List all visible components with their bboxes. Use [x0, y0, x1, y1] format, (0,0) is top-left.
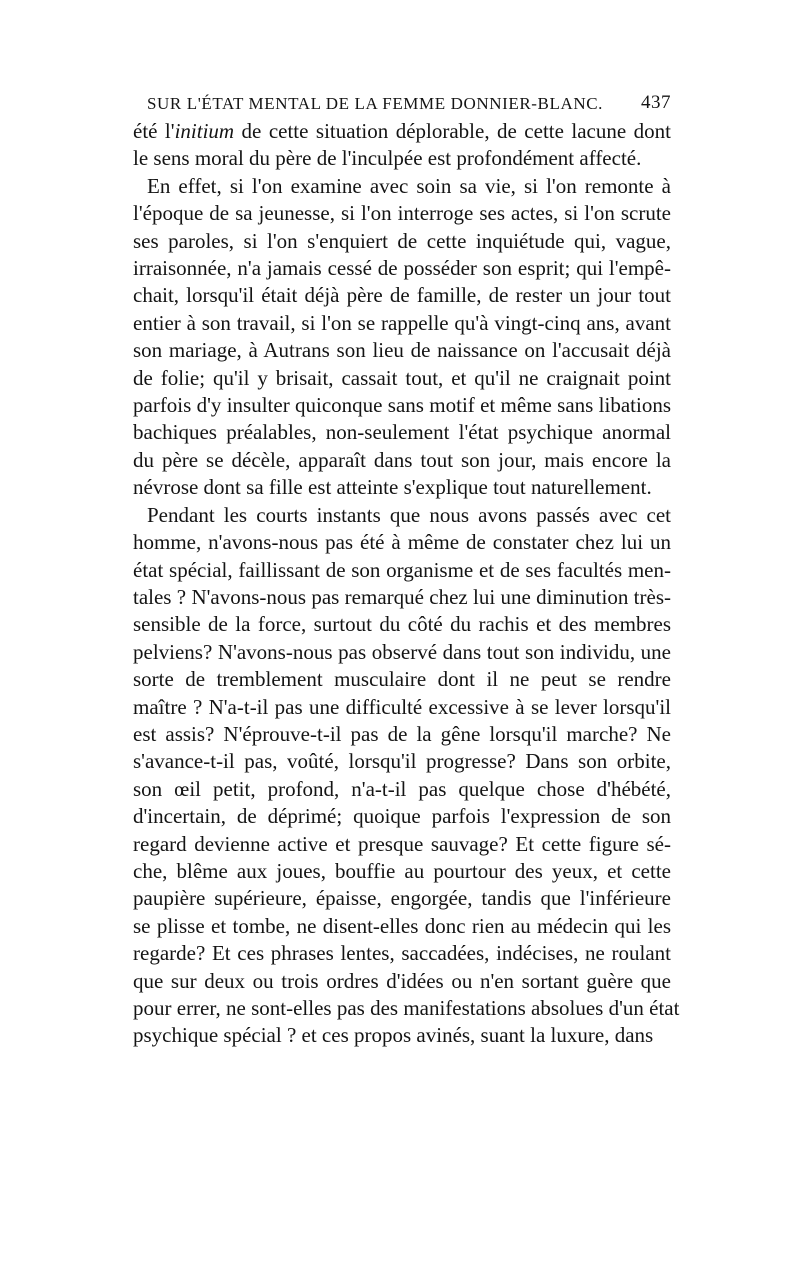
text-line: de folie; qu'il y brisait, cassait tout, et qu'il ne craignait point [133, 365, 671, 390]
text-line: psychique spécial ? et ces propos avinés, suant la luxure, dans [133, 1023, 654, 1048]
text-line: parfois d'y insulter quiconque sans motif et même sans libations [133, 393, 671, 418]
text-line: l'époque de sa jeunesse, si l'on interroge ses actes, si l'on scrute [133, 201, 671, 226]
italic-term: initium [174, 119, 235, 143]
text-line: le sens moral du père de l'inculpée est profondément affecté. [133, 146, 642, 171]
running-title: SUR L'ÉTAT MENTAL DE LA FEMME DONNIER-BLANC. [147, 94, 603, 113]
book-page [133, 92, 680, 1050]
text-line: Pendant les courts instants que nous avons passés avec cet [147, 502, 671, 527]
paragraph [133, 118, 671, 173]
text-line: d'incertain, de déprimé; quoique parfois l'expression de son [133, 804, 671, 829]
text-line: bachiques préalables, non-seulement l'état psychique anormal [133, 420, 671, 445]
paragraph [133, 173, 671, 502]
text-line: pour errer, ne sont-elles pas des manifestations absolues d'un état [133, 996, 680, 1020]
text-line: maître ? N'a-t-il pas une difficulté excessive à se lever lorsqu'il [133, 694, 671, 719]
text-line: son œil petit, profond, n'a-t-il pas quelque chose d'hébété, [133, 776, 671, 801]
text-line: sorte de tremblement musculaire dont il ne peut se rendre [133, 667, 671, 692]
text-line: homme, n'avons-nous pas été à même de constater chez lui un [133, 530, 671, 555]
text-line: son mariage, à Autrans son lieu de naissance on l'accusait déjà [133, 338, 671, 363]
running-head [133, 92, 671, 118]
body-text [133, 118, 680, 1050]
text-run: de cette situation déplorable, de cette lacune dont [234, 119, 671, 143]
text-line: s'avance-t-il pas, voûté, lorsqu'il progresse? Dans son orbite, [133, 749, 671, 774]
text-run: été l' [133, 119, 175, 143]
page-number: 437 [641, 92, 671, 113]
text-line: est assis? N'éprouve-t-il pas de la gêne lorsqu'il marche? Ne [133, 721, 671, 746]
text-line: du père se décèle, apparaît dans tout son jour, mais encore la [133, 447, 671, 472]
paragraph [133, 502, 680, 1050]
text-line [133, 118, 671, 145]
text-line: se plisse et tombe, ne disent-elles donc rien au médecin qui les [133, 913, 671, 938]
text-line: que sur deux ou trois ordres d'idées ou n'en sortant guère que [133, 968, 671, 993]
text-line: irraisonnée, n'a jamais cessé de posséder son esprit; qui l'empê- [133, 256, 671, 281]
text-line: ses paroles, si l'on s'enquiert de cette inquiétude qui, vague, [133, 228, 671, 253]
text-line: regarde? Et ces phrases lentes, saccadées, indécises, ne roulant [133, 941, 671, 966]
text-line: regard devienne active et presque sauvage? Et cette figure sé- [133, 831, 671, 856]
text-line: pelviens? N'avons-nous pas observé dans tout son individu, une [133, 639, 671, 664]
text-line: état spécial, faillissant de son organisme et de ses facultés men- [133, 557, 671, 582]
text-line: En effet, si l'on examine avec soin sa vie, si l'on remonte à [147, 173, 671, 198]
text-line: entier à son travail, si l'on se rappelle qu'à vingt-cinq ans, avant [133, 310, 671, 335]
text-line: névrose dont sa fille est atteinte s'explique tout naturellement. [133, 475, 652, 500]
text-line: tales ? N'avons-nous pas remarqué chez lui une diminution très- [133, 584, 671, 609]
text-line: chait, lorsqu'il était déjà père de famille, de rester un jour tout [133, 283, 671, 308]
text-line: sensible de la force, surtout du côté du rachis et des membres [133, 612, 671, 637]
text-line: paupière supérieure, épaisse, engorgée, tandis que l'inférieure [133, 886, 671, 911]
text-line: che, blême aux joues, bouffie au pourtour des yeux, et cette [133, 858, 671, 883]
